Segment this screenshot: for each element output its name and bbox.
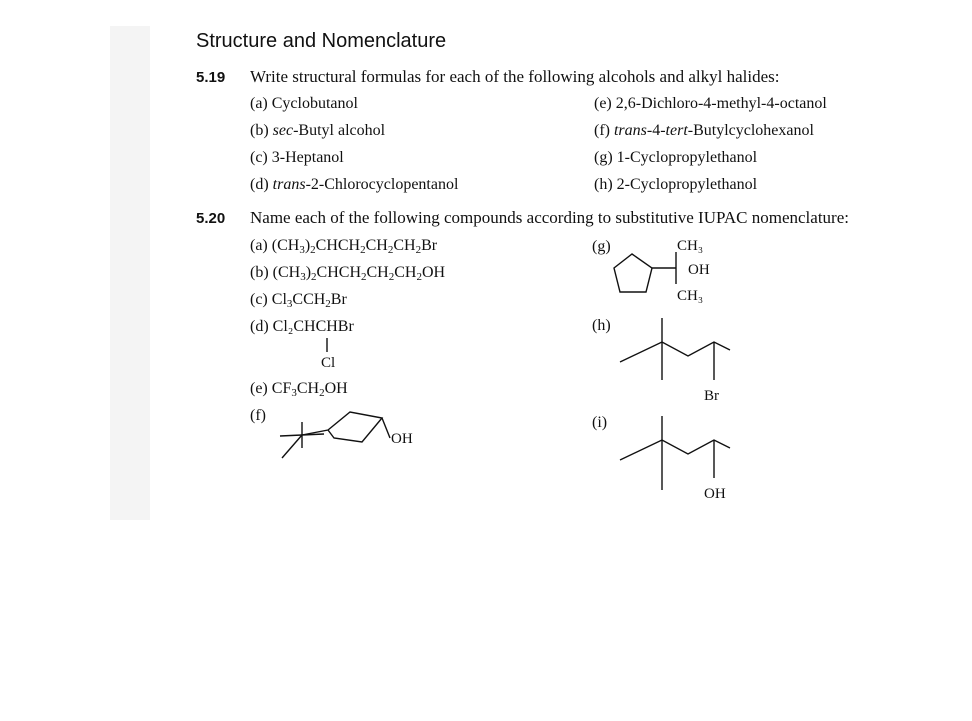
p520-f-label: (f) <box>250 407 266 424</box>
p519-item-a: (a) Cyclobutanol <box>250 95 358 112</box>
p520-g-label: (g) <box>592 238 611 255</box>
p520-g-oh: OH <box>688 262 710 278</box>
p520-f-structure <box>266 404 436 462</box>
p520-i-oh: OH <box>704 486 726 502</box>
p520-g-ch3-bottom: CH₃ <box>677 288 704 304</box>
p520-i-structure <box>612 410 742 504</box>
p519-item-c: (c) 3-Heptanol <box>250 149 344 166</box>
p520-item-e: (e) $CF_3CH_2OH$ <box>250 380 348 399</box>
p520-g-structure <box>610 234 730 314</box>
p519-item-e: (e) 2,6-Dichloro-4-methyl-4-octanol <box>594 95 827 112</box>
p520-item-a: (a) $(CH_3)_2CHCH_2CH_2CH_2Br$ <box>250 237 438 256</box>
p520-d-cl: Cl <box>321 355 336 371</box>
p520-i-label: (i) <box>592 414 608 431</box>
problem-number-5-19: 5.19 <box>196 69 226 86</box>
section-title: Structure and Nomenclature <box>196 30 447 52</box>
p520-d-branch <box>318 336 348 372</box>
left-margin-strip <box>110 26 150 520</box>
problem-5-20-text: Name each of the following compounds according to substitutive IUPAC nomenclature: <box>250 208 849 227</box>
p520-h-label: (h) <box>592 317 611 334</box>
p520-f-oh: OH <box>391 431 413 447</box>
p520-h-br: Br <box>704 388 719 404</box>
p520-item-d: (d) Cl₂CHCHBr <box>250 318 354 335</box>
p520-g-ch3-top: CH₃ <box>677 238 704 254</box>
problem-5-19-text: Write structural formulas for each of the following alcohols and alkyl halides: <box>250 67 780 86</box>
problem-number-5-20: 5.20 <box>196 210 226 227</box>
p519-item-f: (f) trans-4-tert-Butylcyclohexanol <box>594 122 814 139</box>
p520-h-structure <box>612 312 742 406</box>
p520-item-c: (c) $Cl_3CCH_2Br$ <box>250 291 347 310</box>
p519-item-h: (h) 2-Cyclopropylethanol <box>594 176 758 193</box>
p519-item-d: (d) trans-2-Chlorocyclopentanol <box>250 176 459 193</box>
p519-item-b: (b) sec-Butyl alcohol <box>250 122 386 139</box>
p519-item-g: (g) 1-Cyclopropylethanol <box>594 149 758 166</box>
p520-item-b: (b) $(CH_3)_2CHCH_2CH_2CH_2OH$ <box>250 264 446 283</box>
